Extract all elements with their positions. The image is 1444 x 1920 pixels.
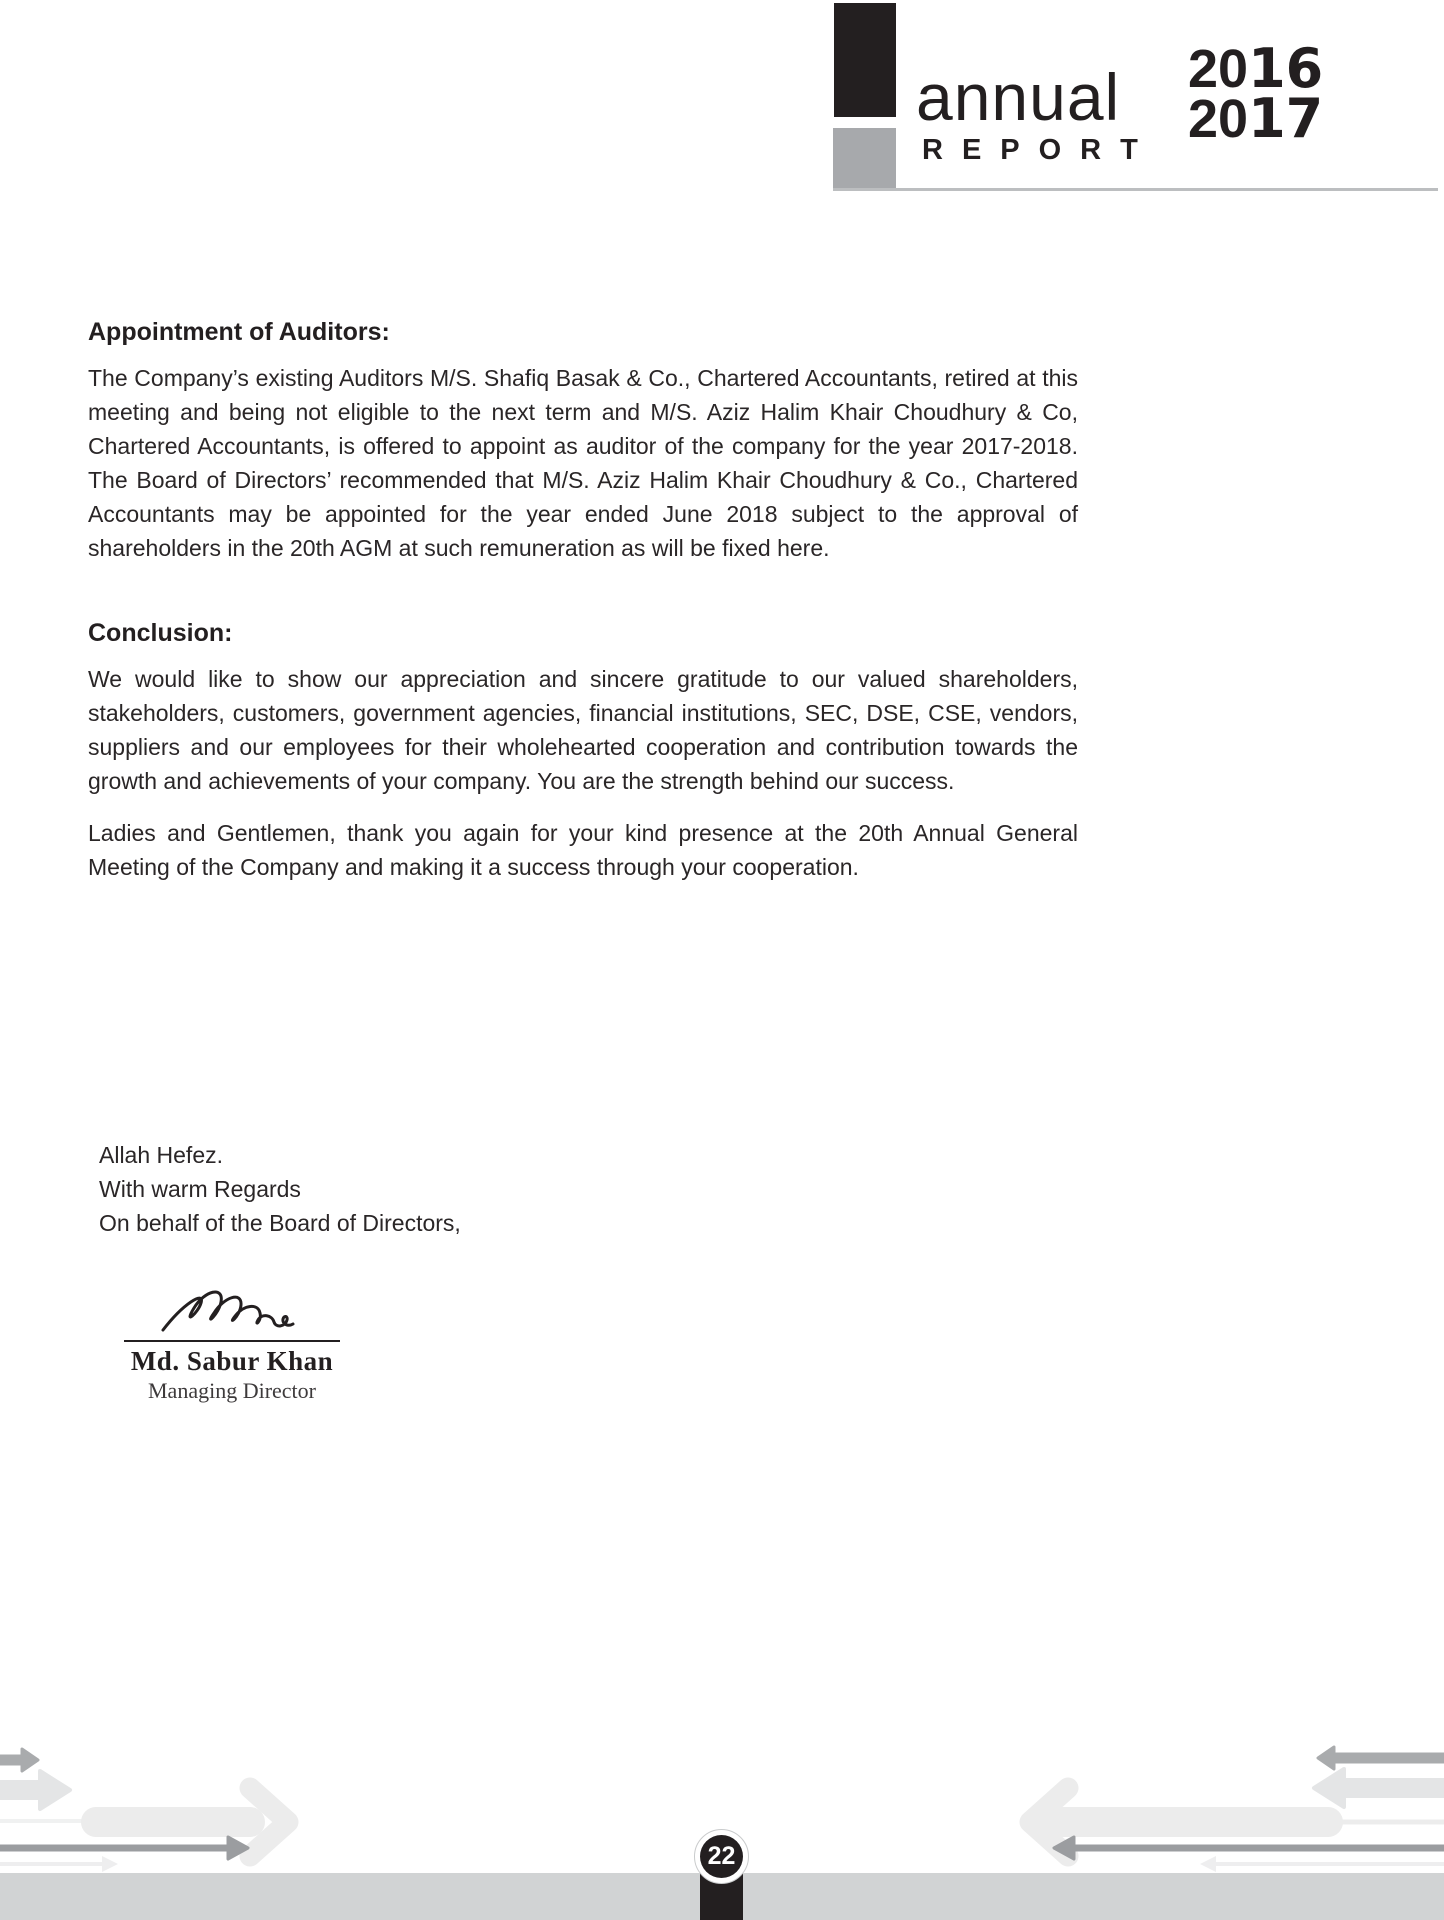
- logo-annual-text: annual: [916, 60, 1121, 134]
- page-number-badge: [694, 1829, 749, 1884]
- logo-report-text: REPORT: [922, 134, 1157, 166]
- signoff-line-3: On behalf of the Board of Directors,: [99, 1210, 461, 1236]
- logo-year-top: 2016: [1188, 37, 1324, 100]
- main-content: [88, 318, 1078, 902]
- signoff-block: [99, 1138, 461, 1240]
- logo-year-bottom: 2017: [1188, 87, 1324, 150]
- logo-years: [1188, 37, 1398, 150]
- signature-title: Managing Director: [148, 1378, 316, 1403]
- auditors-paragraph: The Company’s existing Auditors M/S. Shafiq Basak & Co., Chartered Accountants, retired at this meeting and being not eligible to the next term and M/S. Aziz Halim Khair Choudhury & Co, Chartered Accountants, is offered to appoint as auditor of the company for the year 2017-2018. The Board of Directors’ recommended that M/S. Aziz Halim Khair Choudhury & Co., Chartered Accountants may be appointed for the year ended June 2018 subject to the approval of shareholders in the 20th AGM at such remuneration as will be fixed here.: [88, 365, 1078, 561]
- signature-rule: [124, 1340, 340, 1342]
- section-heading-auditors: Appointment of Auditors:: [88, 318, 390, 346]
- conclusion-paragraph-2: Ladies and Gentlemen, thank you again for your kind presence at the 20th Annual General Meeting of the Company and making it a success through your cooperation.: [88, 820, 1078, 880]
- section-heading-conclusion: Conclusion:: [88, 619, 233, 647]
- logo-black-block: [834, 3, 896, 117]
- conclusion-paragraph-1: We would like to show our appreciation and sincere gratitude to our valued shareholders, stakeholders, customers, government agencies, financial institutions, SEC, DSE, CSE, vendors, suppliers and our employees for their wholehearted cooperation and contribution towards the growth and achievements of your company. You are the strength behind our success.: [88, 666, 1078, 794]
- footer-arrows-right: [984, 1740, 1444, 1872]
- signature-block: [112, 1286, 352, 1404]
- header-divider: [833, 188, 1438, 191]
- signoff-line-2: With warm Regards: [99, 1176, 301, 1202]
- signature-scribble-icon: [157, 1286, 307, 1338]
- signoff-line-1: Allah Hefez.: [99, 1142, 224, 1168]
- page-number: 22: [700, 1835, 743, 1878]
- signature-name: Md. Sabur Khan: [130, 1346, 334, 1376]
- footer-arrows-left: [0, 1740, 450, 1872]
- logo-gray-block: [833, 128, 896, 190]
